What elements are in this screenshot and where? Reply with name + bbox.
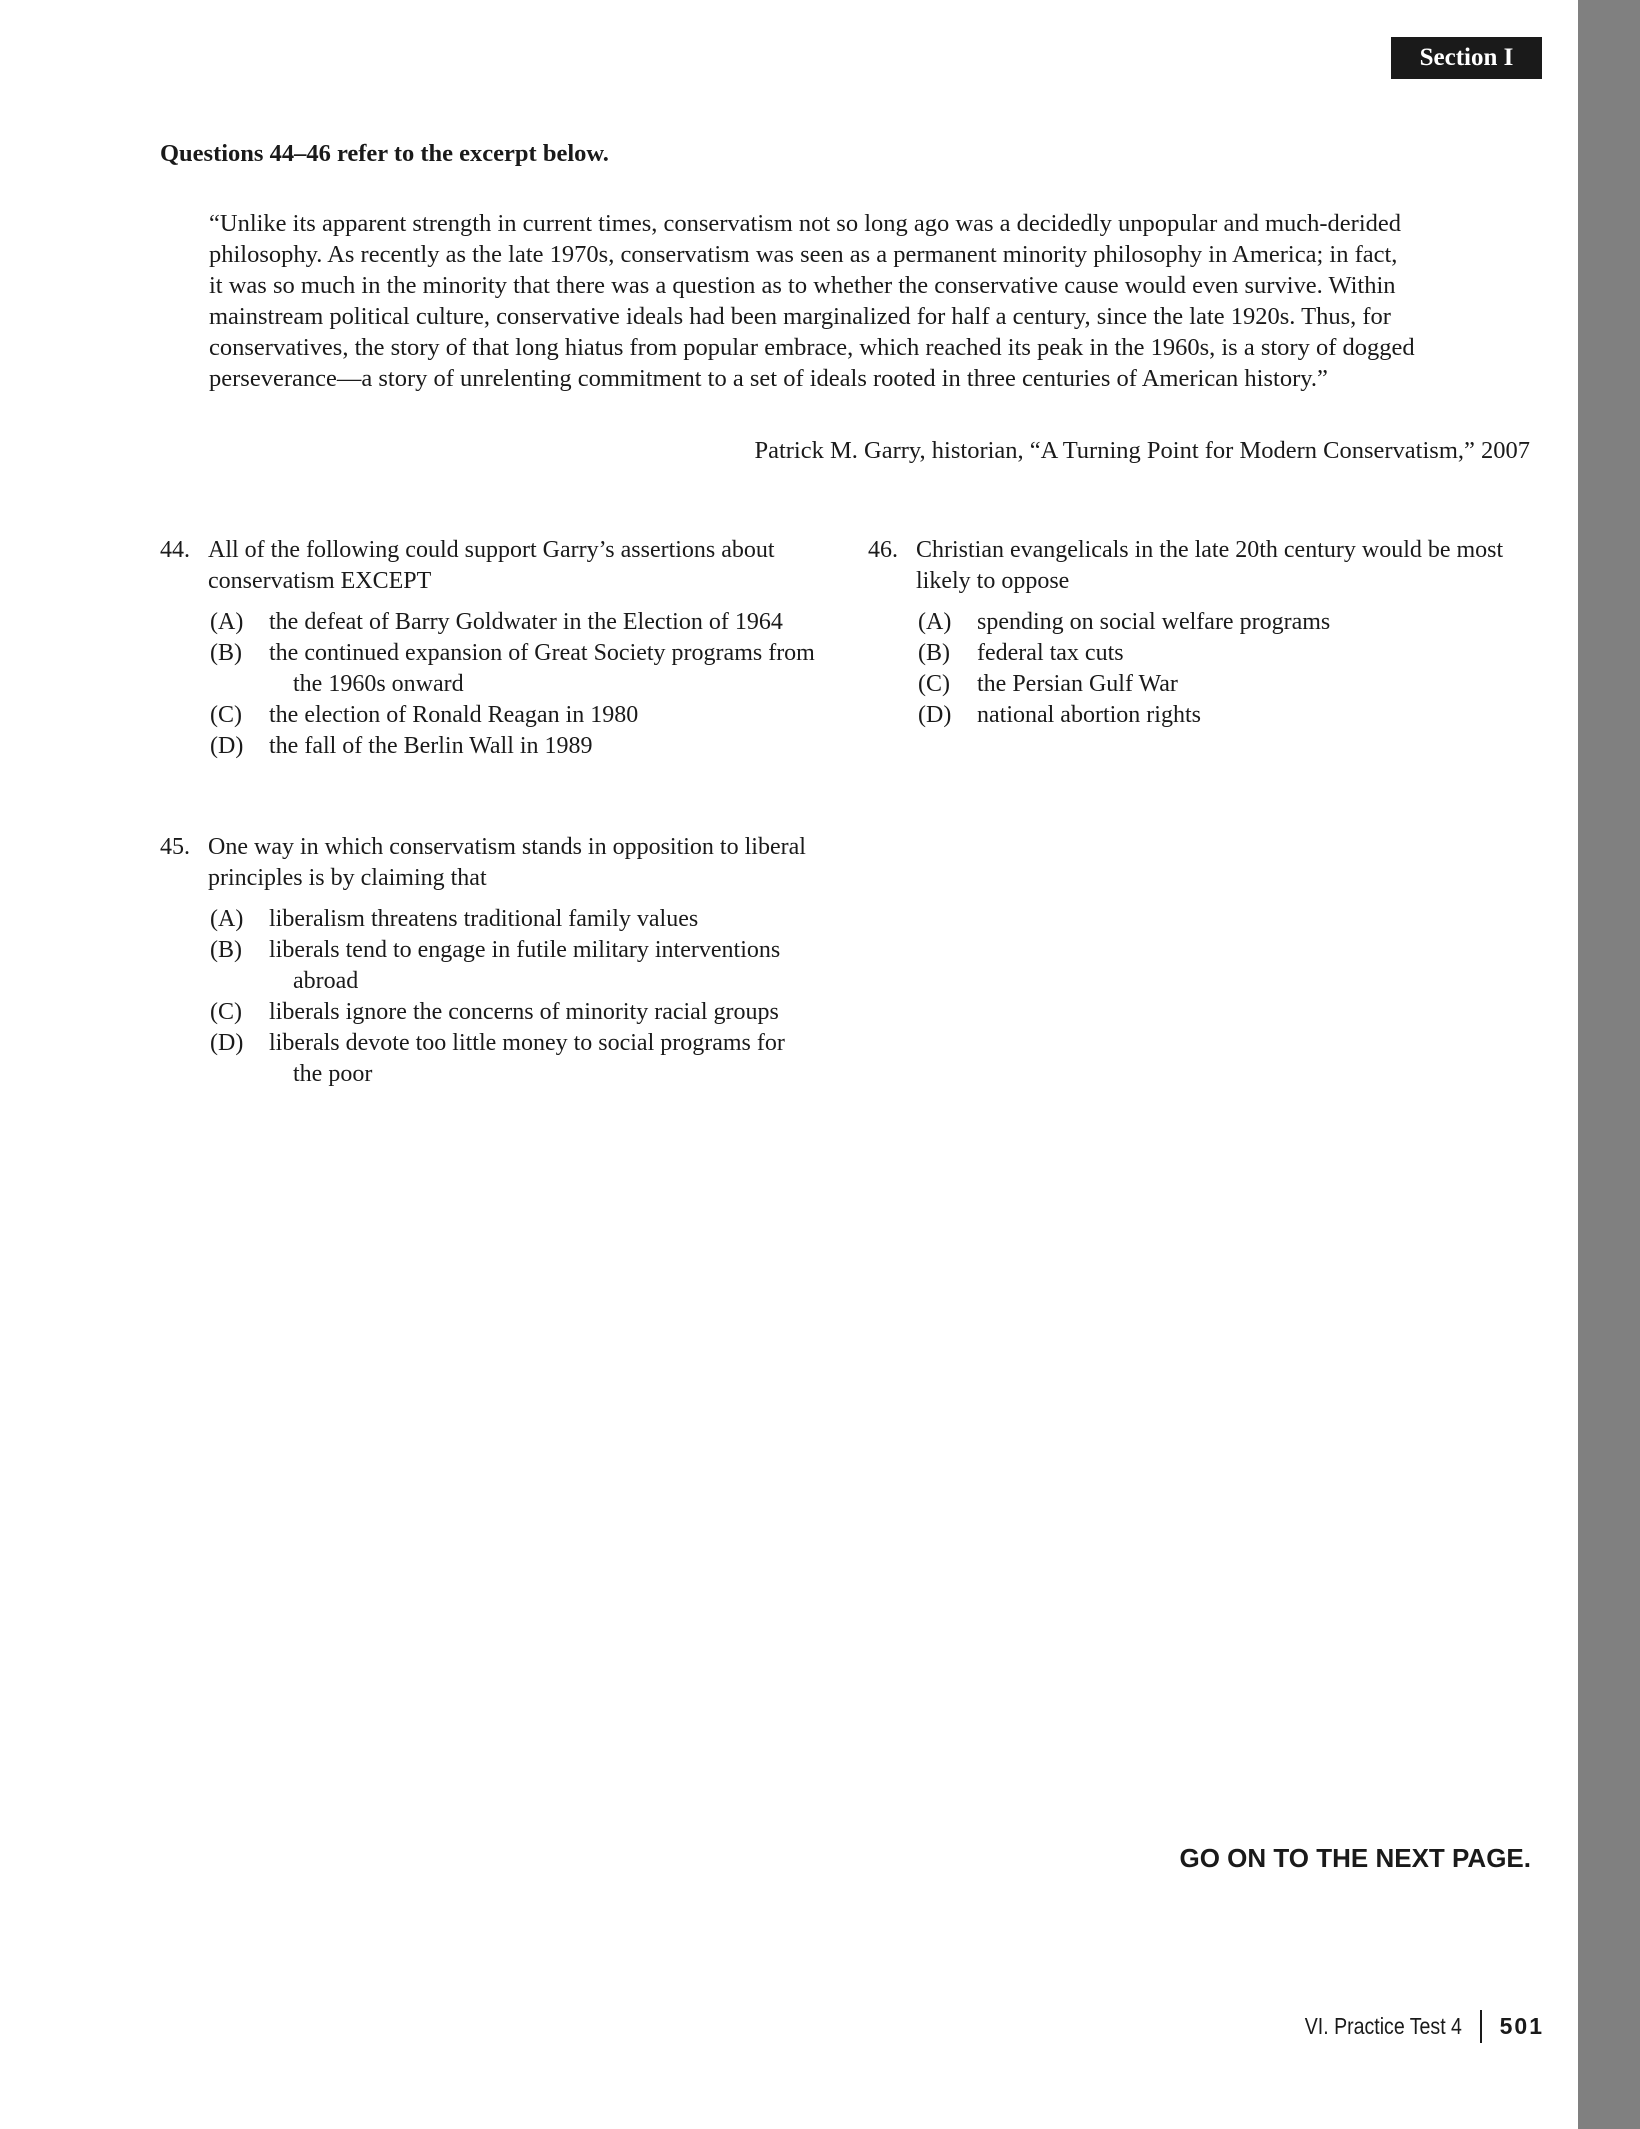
answer-option[interactable] <box>210 904 820 935</box>
answer-option[interactable] <box>918 700 1508 731</box>
footer-chapter: VI. Practice Test 4 <box>1304 2013 1462 2039</box>
option-label: (A) <box>918 609 952 635</box>
excerpt-line: perseverance—a story of unrelenting commitment to a set of ideals rooted in three centuries of American history.” <box>209 365 1328 392</box>
option-label: (C) <box>210 702 242 728</box>
footer-divider <box>1480 2010 1482 2043</box>
question-number: 45. <box>160 834 190 860</box>
option-label: (B) <box>918 640 950 666</box>
question-44 <box>160 535 830 762</box>
question-stem: One way in which conservatism stands in opposition to liberal principles is by claiming that <box>208 834 806 891</box>
question-number: 44. <box>160 537 190 563</box>
answer-option[interactable] <box>918 607 1508 638</box>
page-edge-tab <box>1578 0 1640 2129</box>
option-text: liberals devote too little money to social programs for the poor <box>269 1030 785 1087</box>
option-text: the continued expansion of Great Society programs from the 1960s onward <box>269 640 815 697</box>
option-label: (C) <box>210 999 242 1025</box>
option-label: (D) <box>210 733 244 759</box>
answer-option[interactable] <box>210 1028 820 1090</box>
option-label: (A) <box>210 609 244 635</box>
option-text: the election of Ronald Reagan in 1980 <box>269 702 639 728</box>
answer-option[interactable] <box>210 638 830 700</box>
question-stem: Christian evangelicals in the late 20th century would be most likely to oppose <box>916 537 1504 594</box>
option-text: spending on social welfare programs <box>977 609 1331 635</box>
page-footer <box>1277 2010 1544 2043</box>
excerpt-attribution: Patrick M. Garry, historian, “A Turning Point for Modern Conservatism,” 2007 <box>754 437 1530 464</box>
option-label: (D) <box>210 1030 244 1056</box>
option-text: the Persian Gulf War <box>977 671 1178 697</box>
excerpt-line: mainstream political culture, conservative ideals had been marginalized for half a century, since the late 1920s. Thus, for <box>209 303 1391 330</box>
option-text: federal tax cuts <box>977 640 1124 666</box>
option-label: (C) <box>918 671 950 697</box>
answer-option[interactable] <box>210 607 830 638</box>
excerpt-line: it was so much in the minority that there was a question as to whether the conservative cause would even survive. Within <box>209 272 1396 299</box>
question-number: 46. <box>868 537 898 563</box>
option-text: national abortion rights <box>977 702 1201 728</box>
answer-option[interactable] <box>210 700 830 731</box>
option-label: (D) <box>918 702 952 728</box>
answer-option[interactable] <box>210 731 830 762</box>
answer-option[interactable] <box>918 638 1508 669</box>
excerpt <box>209 208 1539 394</box>
section-tag: Section I <box>1391 37 1542 79</box>
answer-option[interactable] <box>210 935 820 997</box>
option-label: (B) <box>210 937 242 963</box>
option-text: liberalism threatens traditional family values <box>269 906 699 932</box>
question-stem: All of the following could support Garry’s assertions about conservatism EXCEPT <box>208 537 775 594</box>
questions-heading: Questions 44–46 refer to the excerpt below. <box>160 140 609 167</box>
option-label: (B) <box>210 640 242 666</box>
option-text: liberals tend to engage in futile military interventions abroad <box>269 937 781 994</box>
option-text: the defeat of Barry Goldwater in the Election of 1964 <box>269 609 783 635</box>
answer-option[interactable] <box>210 997 820 1028</box>
question-46 <box>868 535 1508 731</box>
answer-option[interactable] <box>918 669 1508 700</box>
excerpt-line: philosophy. As recently as the late 1970s, conservatism was seen as a permanent minority philosophy in America; in fact, <box>209 241 1398 268</box>
excerpt-line: conservatives, the story of that long hiatus from popular embrace, which reached its peak in the 1960s, is a story of dogged <box>209 334 1415 361</box>
option-label: (A) <box>210 906 244 932</box>
option-text: the fall of the Berlin Wall in 1989 <box>269 733 593 759</box>
go-on-notice: GO ON TO THE NEXT PAGE. <box>1179 1843 1531 1873</box>
question-45 <box>160 832 820 1090</box>
option-text: liberals ignore the concerns of minority racial groups <box>269 999 779 1025</box>
page-number: 501 <box>1499 2013 1544 2039</box>
excerpt-line: “Unlike its apparent strength in current times, conservatism not so long ago was a decidedly unpopular and much-derided <box>209 210 1402 237</box>
